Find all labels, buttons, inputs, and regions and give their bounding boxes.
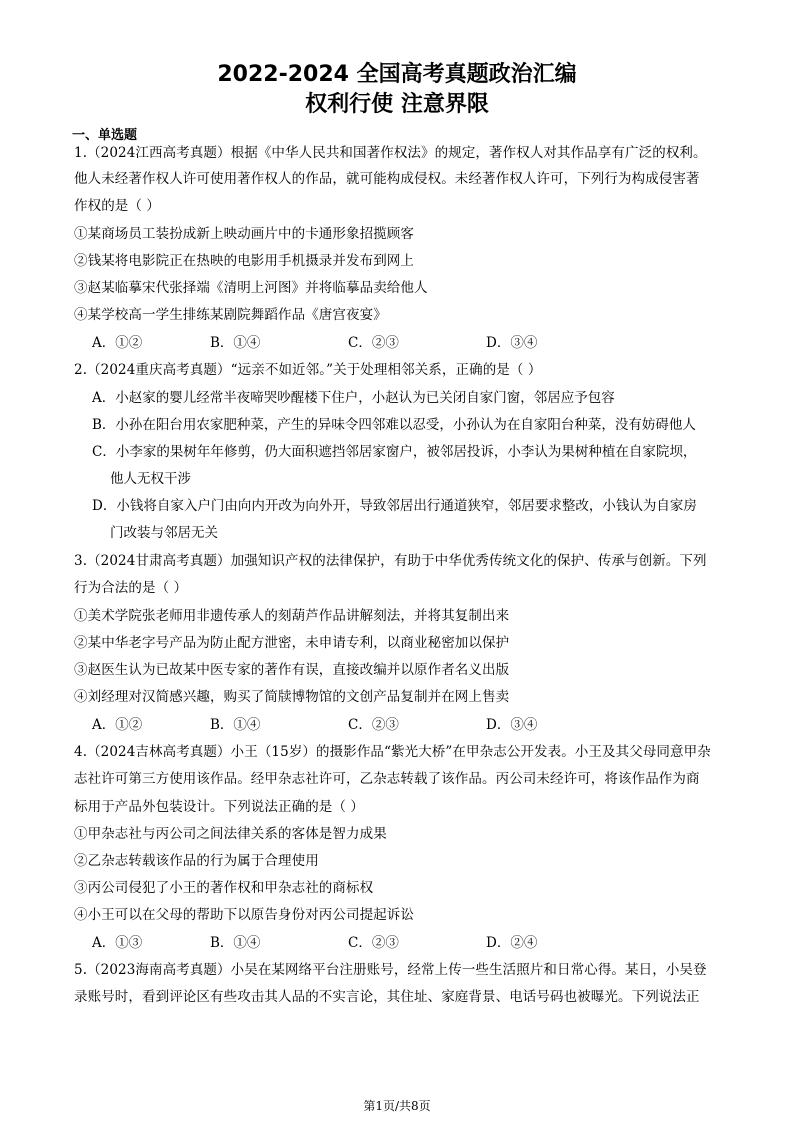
q1-option-a: A．①② [92,335,143,351]
page-footer: 第1页/共8页 [363,1099,431,1113]
q3-option-b: B．①④ [210,717,261,733]
q1-statement-2: ②钱某将电影院正在热映的电影用手机摄录并发布到网上 [74,253,414,269]
q2-option-b: B．小孙在阳台用农家肥种菜，产生的异味令四邻难以忍受，小孙认为在自家阳台种菜，没有妨碍他人 [92,417,696,433]
q4-statement-2: ②乙杂志转载该作品的行为属于合理使用 [74,853,319,869]
q3-stem-line2: 行为合法的是（ ） [74,580,188,596]
q1-statement-4: ④某学校高一学生排练某剧院舞蹈作品《唐宫夜宴》 [74,307,387,323]
q1-stem-line3: 作权的是（ ） [74,198,160,214]
q2-option-d-line1: D．小钱将自家入户门由向内开改为向外开，导致邻居出行通道狭窄，邻居要求整改，小钱认为自家房 [92,498,697,514]
q1-stem-line2: 他人未经著作权人许可使用著作权人的作品，就可能构成侵权。未经著作权人许可，下列行为构成侵害著 [74,171,700,187]
document-title-line2: 权利行使 注意界限 [305,92,489,117]
q1-statement-3: ③赵某临摹宋代张择端《清明上河图》并将临摹品卖给他人 [74,280,428,296]
q4-stem-line1: 4.（2024吉林高考真题）小王（15岁）的摄影作品“紫光大桥”在甲杂志公开发表。小王及其父母同意甲杂 [74,744,711,760]
document-title-line1: 2022-2024 全国高考真题政治汇编 [217,62,577,87]
q4-option-c: C．②③ [348,935,399,951]
q3-statement-2: ②某中华老字号产品为防止配方泄密，未申请专利，以商业秘密加以保护 [74,635,510,651]
q3-option-a: A．①② [92,717,143,733]
q3-option-c: C．②③ [348,717,399,733]
q3-option-d: D．③④ [486,717,538,733]
q1-stem-line1: 1.（2024江西高考真题）根据《中华人民共和国著作权法》的规定，著作权人对其作品享有广泛的权利。 [74,145,707,161]
q3-statement-3: ③赵医生认为已故某中医专家的著作有误，直接改编并以原作者名义出版 [74,662,510,678]
q2-stem: 2.（2024重庆高考真题）“远亲不如近邻。”关于处理相邻关系，正确的是（ ） [74,362,542,378]
q1-option-b: B．①④ [210,335,261,351]
q5-stem-line2: 录账号时，看到评论区有些攻击其人品的不实言论，其住址、家庭背景、电话号码也被曝光。下列说法正 [74,989,700,1005]
q3-statement-1: ①美术学院张老师用非遗传承人的刻葫芦作品讲解刻法，并将其复制出来 [74,608,510,624]
q2-option-a: A．小赵家的婴儿经常半夜啼哭吵醒楼下住户，小赵认为已关闭自家门窗，邻居应予包容 [92,390,615,406]
q4-stem-line2: 志社许可第三方使用该作品。经甲杂志社许可，乙杂志转载了该作品。丙公司未经许可，将该作品作为商 [74,771,700,787]
q3-statement-4: ④刘经理对汉简感兴趣，购买了简牍博物馆的文创产品复制并在网上售卖 [74,689,510,705]
q4-stem-line3: 标用于产品外包装设计。下列说法正确的是（ ） [74,799,364,815]
q1-statement-1: ①某商场员工装扮成新上映动画片中的卡通形象招揽顾客 [74,226,414,242]
q4-option-b: B．①④ [210,935,261,951]
q2-option-c-line1: C．小李家的果树年年修剪，仍大面积遮挡邻居家窗户，被邻居投诉，小李认为果树种植在自家院坝， [92,444,697,460]
q1-option-d: D．③④ [486,335,538,351]
q4-statement-4: ④小王可以在父母的帮助下以原告身份对丙公司提起诉讼 [74,907,414,923]
section-heading: 一、单选题 [72,128,138,143]
q3-stem-line1: 3.（2024甘肃高考真题）加强知识产权的法律保护，有助于中华优秀传统文化的保护、传承与创新。下列 [74,553,707,569]
q4-option-a: A．①③ [92,935,143,951]
q5-stem-line1: 5.（2023海南高考真题）小吴在某网络平台注册账号，经常上传一些生活照片和日常心得。某日，小吴登 [74,962,707,978]
q2-option-c-line2: 他人无权干涉 [110,471,191,487]
q4-statement-1: ①甲杂志社与丙公司之间法律关系的客体是智力成果 [74,826,387,842]
q1-option-c: C．②③ [348,335,399,351]
q4-statement-3: ③丙公司侵犯了小王的著作权和甲杂志社的商标权 [74,880,374,896]
q4-option-d: D．②④ [486,935,538,951]
q2-option-d-line2: 门改装与邻居无关 [110,525,218,541]
